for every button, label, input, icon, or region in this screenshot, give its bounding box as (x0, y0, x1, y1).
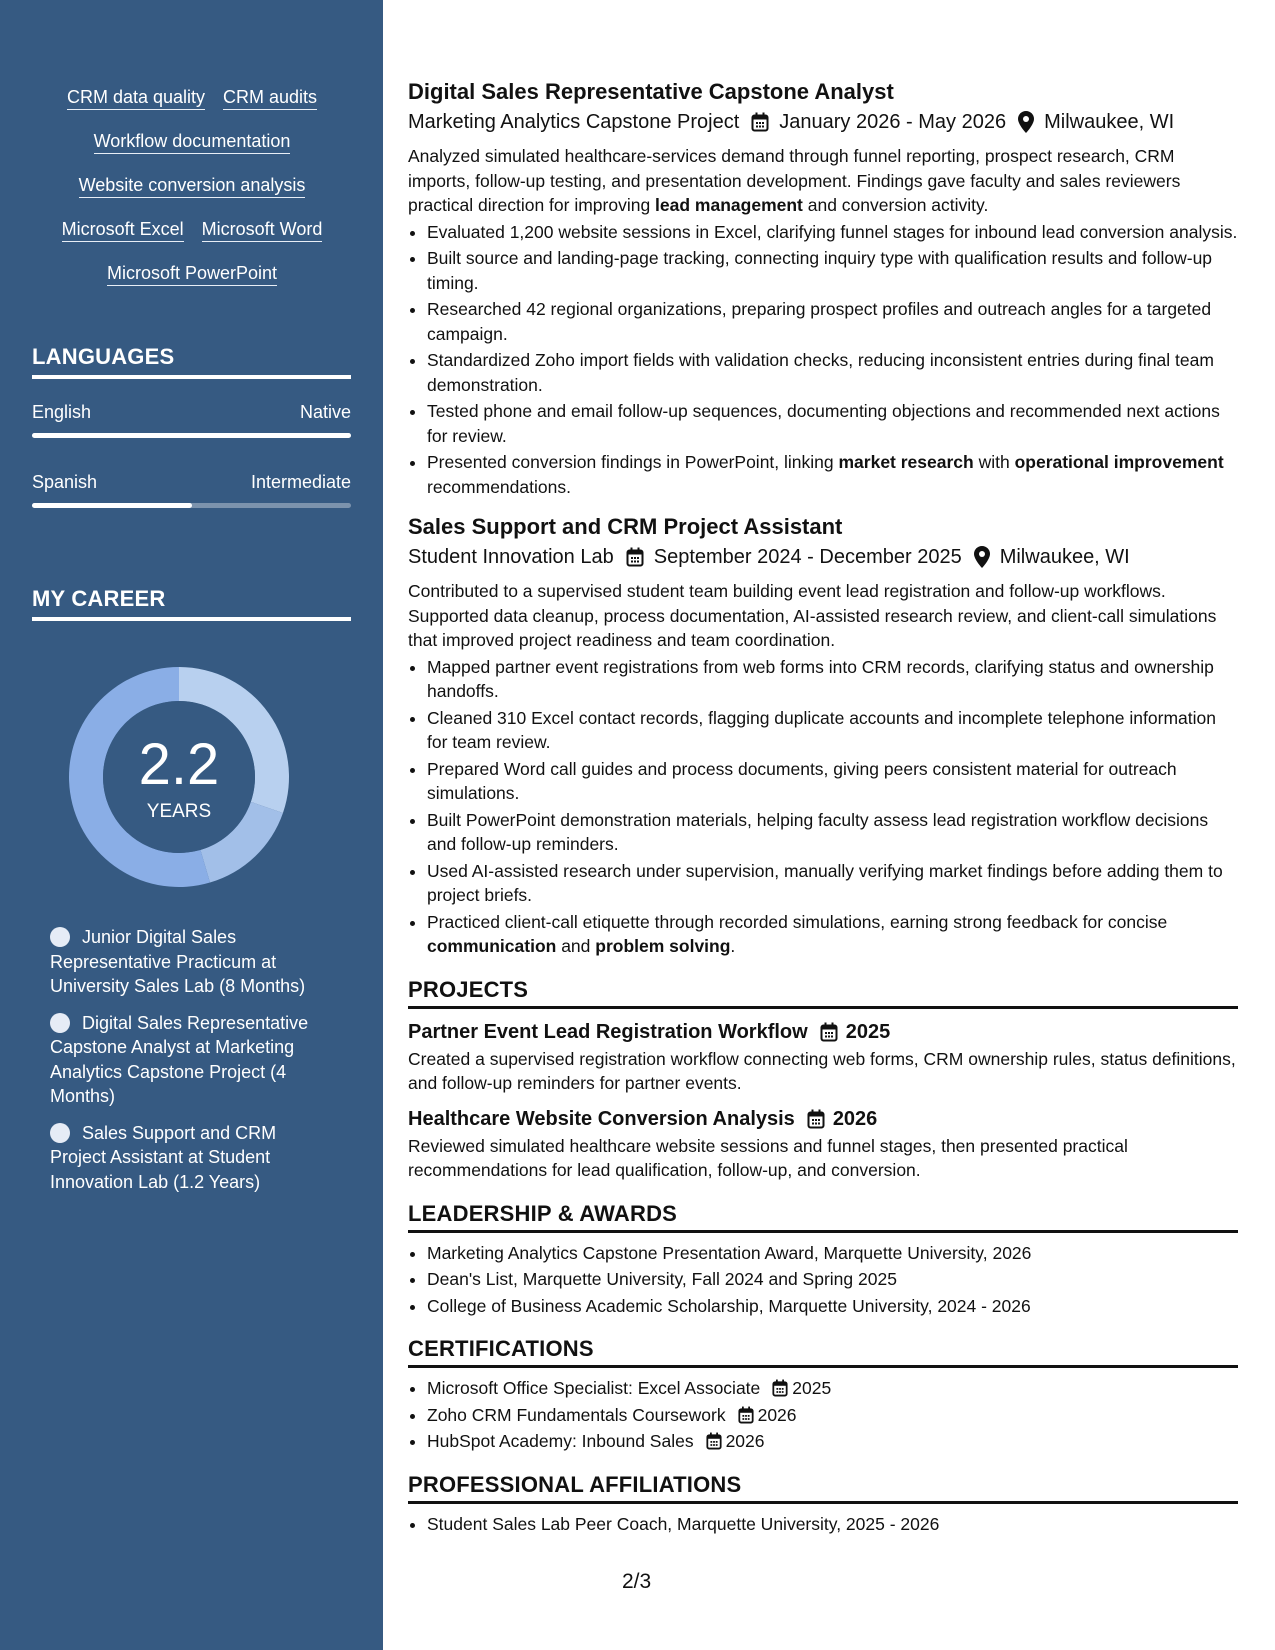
certifications-heading: CERTIFICATIONS (408, 1336, 1238, 1368)
calendar-icon (807, 1109, 825, 1129)
project-description: Reviewed simulated healthcare website sessions and funnel stages, then presented practical recommendations for lead qualification, follow-up, and conversion. (408, 1135, 1128, 1180)
job-organization: Marketing Analytics Capstone Project (408, 111, 740, 133)
career-heading: MY CAREER (32, 586, 351, 621)
career-item-label: Digital Sales Representative Capstone Analyst at Marketing Analytics Capstone Project (4 Months) (50, 1012, 309, 1106)
project-year: 2025 (845, 1020, 891, 1043)
language-name: English (32, 402, 92, 422)
awards-heading: LEADERSHIP & AWARDS (408, 1201, 1238, 1233)
job-summary-text: and conversion activity. (802, 195, 989, 215)
project-entry (408, 1106, 1238, 1183)
project-year: 2026 (832, 1107, 878, 1130)
language-level: Native (299, 402, 351, 422)
skills-list (32, 86, 352, 306)
job-title: Digital Sales Representative Capstone Analyst (408, 79, 894, 104)
career-item (50, 1121, 330, 1195)
job-bullet: • Standardized Zoho import fields with validation checks, reducing inconsistent entries during final team demonstration. (427, 348, 1238, 397)
certification-year: 2025 (792, 1378, 832, 1398)
project-title-row (408, 1106, 1238, 1132)
certification-name: • Microsoft Office Specialist: Excel Associate (427, 1378, 761, 1398)
certification-year: 2026 (725, 1431, 765, 1451)
bullet-text: and (556, 936, 596, 956)
certification-item (427, 1376, 1238, 1401)
language-proficiency-bar (32, 433, 351, 438)
skill-tag: Microsoft PowerPoint (107, 262, 277, 286)
job-bullet: • Mapped partner event registrations from web forms into CRM records, clarifying status and ownership handoffs. (427, 655, 1238, 704)
job-meta (408, 108, 1238, 136)
calendar-icon (626, 547, 644, 567)
job-summary (408, 144, 1238, 218)
projects-heading: PROJECTS (408, 977, 1238, 1009)
affiliations-heading: PROFESSIONAL AFFILIATIONS (408, 1472, 1238, 1504)
bullet-bold: problem solving (595, 936, 731, 956)
bullet-text: with (973, 452, 1015, 472)
language-name: Spanish (32, 472, 98, 492)
job-summary-bold: lead management (655, 195, 803, 215)
language-level: Intermediate (250, 472, 351, 492)
skill-tag: CRM audits (223, 86, 317, 110)
skill-tag: Microsoft Excel (62, 218, 184, 242)
certifications-list (408, 1376, 1238, 1454)
location-pin-icon (974, 546, 990, 568)
calendar-icon (820, 1022, 838, 1042)
bullet-bold: operational improvement (1014, 452, 1224, 472)
bullet-dot-icon (50, 1013, 70, 1033)
award-item: • Dean's List, Marquette University, Fall 2024 and Spring 2025 (427, 1267, 1238, 1292)
skills-row (32, 174, 352, 198)
job-dates: September 2024 - December 2025 (653, 546, 962, 568)
calendar-icon (772, 1379, 788, 1397)
career-total-years: 2.2 (138, 732, 220, 797)
job-summary-text: Analyzed simulated healthcare-services demand through funnel reporting, prospect research, CRM imports, follow-up testing, and presentation development. Findings gave faculty and sales reviewers practical direction for improving (408, 146, 1181, 215)
job-bullet: • Built PowerPoint demonstration materials, helping faculty assess lead registration workflow decisions and follow-up reminders. (427, 808, 1238, 857)
skill-tag: Workflow documentation (94, 130, 291, 154)
award-item: • College of Business Academic Scholarship, Marquette University, 2024 - 2026 (427, 1294, 1238, 1319)
experience-entry (408, 513, 1238, 959)
job-bullet: • Prepared Word call guides and process documents, giving peers consistent material for outreach simulations. (427, 757, 1238, 806)
calendar-icon (706, 1432, 722, 1450)
bullet-text: . (730, 936, 736, 956)
project-description: Created a supervised registration workflow connecting web forms, CRM ownership rules, status definitions, and follow-up reminders for partner events. (408, 1048, 1236, 1093)
award-item: • Marketing Analytics Capstone Presentation Award, Marquette University, 2026 (427, 1241, 1238, 1266)
project-title: Healthcare Website Conversion Analysis (408, 1107, 795, 1130)
job-meta (408, 543, 1238, 571)
bullet-dot-icon (50, 1123, 70, 1143)
language-item (32, 402, 351, 438)
career-total-unit: YEARS (146, 801, 212, 822)
affiliations-list (408, 1512, 1238, 1537)
language-proficiency-bar (32, 503, 351, 508)
career-item (50, 925, 330, 999)
bullet-bold: market research (838, 452, 974, 472)
language-proficiency-fill (32, 433, 351, 438)
job-dates: January 2026 - May 2026 (779, 111, 1007, 133)
calendar-icon (738, 1406, 754, 1424)
career-list (50, 925, 330, 1206)
page-number: 2/3 (622, 1570, 652, 1593)
language-proficiency-fill (32, 503, 192, 508)
job-title: Sales Support and CRM Project Assistant (408, 514, 843, 539)
skill-tag: Microsoft Word (202, 218, 323, 242)
job-bullet: • Evaluated 1,200 website sessions in Excel, clarifying funnel stages for inbound lead conversion analysis. (427, 220, 1238, 245)
job-bullet: • Tested phone and email follow-up sequences, documenting objections and recommended next actions for review. (427, 399, 1238, 448)
career-item-label: Sales Support and CRM Project Assistant at Student Innovation Lab (1.2 Years) (50, 1122, 277, 1192)
job-bullets (408, 220, 1238, 500)
job-bullet (427, 450, 1238, 499)
certification-name: • Zoho CRM Fundamentals Coursework (427, 1404, 726, 1425)
calendar-icon (751, 112, 769, 132)
career-item (50, 1011, 330, 1109)
bullet-text: Practiced client-call etiquette through recorded simulations, earning strong feedback for concise (427, 911, 1168, 932)
certification-item (427, 1403, 1238, 1428)
skill-tag: CRM data quality (67, 86, 205, 110)
job-organization: Student Innovation Lab (408, 546, 614, 568)
skill-tag: Website conversion analysis (79, 174, 306, 198)
affiliation-item: • Student Sales Lab Peer Coach, Marquette University, 2025 - 2026 (427, 1512, 1238, 1537)
skills-row (32, 218, 352, 242)
project-title-row (408, 1019, 1238, 1045)
bullet-text: recommendations. (427, 476, 571, 497)
experience-entry (408, 78, 1238, 499)
skills-row (32, 130, 352, 154)
job-bullet (427, 910, 1238, 959)
bullet-text: Presented conversion findings in PowerPoint, linking (427, 452, 839, 472)
certification-year: 2026 (757, 1404, 797, 1425)
bullet-bold: communication (427, 936, 557, 956)
job-bullets (408, 655, 1238, 959)
location-pin-icon (1018, 111, 1034, 133)
languages-heading: LANGUAGES (32, 344, 351, 379)
skills-row (32, 262, 352, 286)
career-donut-chart (66, 664, 292, 890)
career-item-label: Junior Digital Sales Representative Practicum at University Sales Lab (8 Months) (50, 927, 306, 996)
language-item (32, 472, 351, 508)
skills-row (32, 86, 352, 110)
sidebar (0, 0, 383, 1650)
career-donut-center (66, 664, 292, 890)
certification-name: • HubSpot Academy: Inbound Sales (427, 1431, 694, 1451)
job-location: Milwaukee, WI (1044, 111, 1175, 133)
job-bullet: • Used AI-assisted research under supervision, manually verifying market findings before adding them to project briefs. (427, 859, 1238, 908)
awards-list (408, 1241, 1238, 1319)
job-summary: Contributed to a supervised student team building event lead registration and follow-up workflows. Supported data cleanup, process documentation, AI-assisted research review, and client-call simulations that improved project readiness and team coordination. (408, 581, 1217, 650)
project-title: Partner Event Lead Registration Workflow (408, 1020, 808, 1043)
job-bullet: • Cleaned 310 Excel contact records, flagging duplicate accounts and incomplete telephone information for team review. (427, 706, 1238, 755)
job-bullet: • Researched 42 regional organizations, preparing prospect profiles and outreach angles for a targeted campaign. (427, 297, 1238, 346)
main-content (408, 78, 1238, 1538)
job-location: Milwaukee, WI (999, 546, 1130, 568)
project-entry (408, 1019, 1238, 1096)
bullet-dot-icon (50, 927, 70, 947)
certification-item (427, 1429, 1238, 1454)
job-bullet: • Built source and landing-page tracking, connecting inquiry type with qualification results and follow-up timing. (427, 246, 1238, 295)
